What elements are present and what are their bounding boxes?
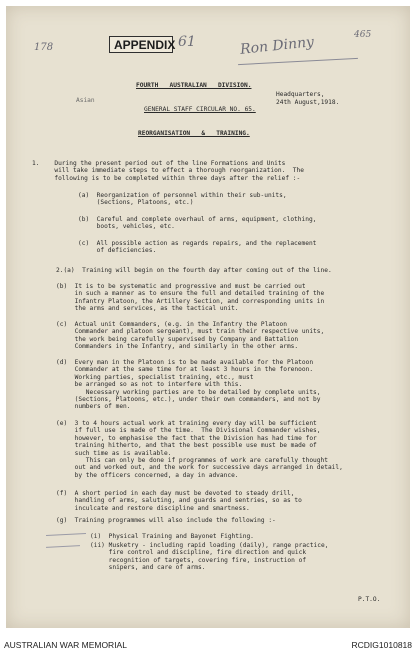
handwritten-signature: Ron Dinny (239, 34, 315, 58)
footer-source: AUSTRALIAN WAR MEMORIAL (4, 640, 127, 650)
handwritten-file-number: 465 (354, 30, 372, 40)
circular-title: GENERAL STAFF CIRCULAR NO. 65. (144, 106, 256, 113)
document-date: 24th August,1918. (276, 99, 340, 106)
paragraph-1c: (c) All possible action as regards repairs, and the replacement of deficiencies. (78, 240, 317, 255)
appendix-label: APPENDIX (114, 38, 176, 52)
signature-underline (238, 58, 358, 65)
left-margin-note: Asian (76, 97, 95, 104)
paragraph-2b: (b) It is to be systematic and progressive and must be carried out in such a manner as to ensure the full and detailed training of the Infantry Platoon, the Artillery Section, and corresponding units in the arms and services, as the tactical unit. (56, 283, 325, 313)
headquarters-label: Headquarters, (276, 91, 325, 98)
subject-title: REORGANISATION & TRAINING. (138, 130, 250, 137)
appendix-stamp (109, 36, 176, 53)
division-heading: FOURTH AUSTRALIAN DIVISION. (136, 82, 252, 89)
paragraph-2e: (e) 3 to 4 hours actual work at training every day will be sufficient if full use is made of the time. The Divisional Commander wishes, however, to emphasise the fact that the Division has had time for training hitherto, and that the best possible use must be made of such time as is available. This can only be done if programmes of work are carefully thought out and worked out, and the work for successive days arranged in detail, by the officers concerned, a day in advance. (56, 420, 343, 479)
paragraph-1: 1. During the present period out of the line Formations and Units will take immediate steps to effect a thorough reorganization. The following is to be completed within three days after the relief :- (32, 160, 304, 182)
paragraph-2g-i: (i) Physical Training and Bayonet Fighting. (90, 533, 254, 540)
margin-scribble (46, 533, 86, 536)
archive-footer (0, 636, 418, 654)
document-page (6, 6, 410, 628)
paragraph-2g-ii: (ii) Musketry - including rapid loading (daily), range practice, fire control and discipline, fire direction and quick recognition of targets, covering fire, instruction of snipers, and care of arms. (90, 542, 329, 572)
paragraph-2f: (f) A short period in each day must be devoted to steady drill, handling of arms, saluting, and guards and sentries, so as to inculcate and restore discipline and smartness. (56, 490, 302, 512)
paragraph-2d: (d) Every man in the Platoon is to be made available for the Platoon Commander at the same time for at least 3 hours in the forenoon. Working parties, specialist training, etc., must be arranged so as not to interfere with this. Necessary working parties are to be detailed by complete units, (Sections, Platoons, etc.), under their own commanders, and not by numbers of men. (56, 359, 321, 411)
paragraph-2g: (g) Training programmes will also include the following :- (56, 517, 276, 524)
pto-note: P.T.O. (358, 596, 381, 603)
handwritten-page-number: 178 (34, 42, 54, 53)
handwritten-appendix-number: 61 (178, 34, 196, 50)
paragraph-2a: 2.(a) Training will begin on the fourth day after coming out of the line. (56, 267, 332, 274)
margin-scribble-2 (46, 545, 80, 548)
footer-record-id: RCDIG1010818 (351, 640, 412, 650)
paragraph-2c: (c) Actual unit Commanders, (e.g. in the Infantry the Platoon Commander and platoon sergeant), must train their respective units, the work being carefully supervised by Company and Battalion Commanders in the Infantry, and similarly in the other arms. (56, 321, 325, 351)
paragraph-1b: (b) Careful and complete overhaul of arms, equipment, clothing, boots, vehicles, etc. (78, 216, 317, 231)
paragraph-1a: (a) Reorganization of personnel within their sub-units, (Sections, Platoons, etc.) (78, 192, 287, 207)
